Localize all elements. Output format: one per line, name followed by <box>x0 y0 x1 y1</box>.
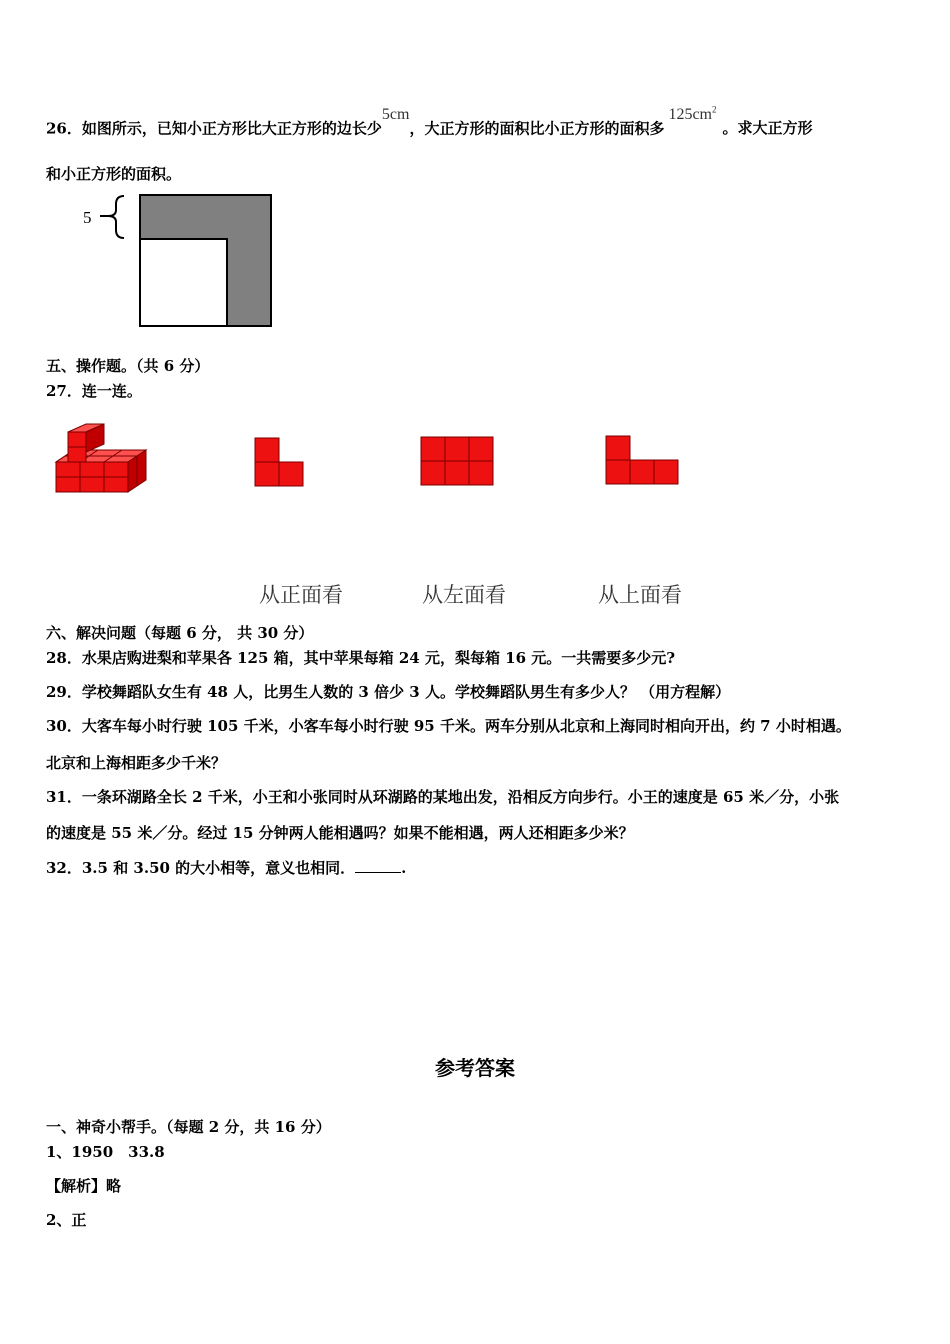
section-6-title: 六、解决问题（每题 6 分， 共 30 分） <box>46 624 314 642</box>
q26-figure <box>78 192 278 332</box>
brace-icon <box>108 196 124 238</box>
q32 <box>46 858 406 878</box>
q29: 29．学校舞蹈队女生有 48 人，比男生人数的 3 倍少 3 人。学校舞蹈队男生有多少人？ （用方程解） <box>46 683 731 701</box>
answer-1: 1、1950 33.8 <box>46 1143 165 1161</box>
q26-value-5cm: 5cm <box>381 106 410 124</box>
caption-front-view[interactable]: 从正面看 <box>259 583 343 607</box>
caption-top-view[interactable]: 从上面看 <box>598 583 682 607</box>
answer-2: 2、正 <box>46 1211 87 1229</box>
q30-line2: 北京和上海相距多少千米？ <box>46 754 227 772</box>
q32-text: 32．3.5 和 3.50 的大小相等，意义也相同． <box>46 859 356 877</box>
q32-answer-blank[interactable] <box>355 858 401 873</box>
q26-line2: 和小正方形的面积。 <box>46 165 182 183</box>
q31-line2: 的速度是 55 米／分。经过 15 分钟两人能相遇吗？如果不能相遇，两人还相距多少米？ <box>46 824 634 842</box>
q26-line1 <box>46 105 813 139</box>
q26-value-125cm2: $125cm^2$ <box>668 105 717 124</box>
q26-figure-label: 5 <box>83 208 92 227</box>
cube-arrangement-3d <box>50 420 154 500</box>
view-option-2[interactable] <box>420 436 496 488</box>
q26-text-c: 。求大正方形 <box>722 119 813 138</box>
q32-period: . <box>401 859 407 877</box>
answer-1-analysis: 【解析】略 <box>46 1177 122 1195</box>
section-5-title: 五、操作题。（共 6 分） <box>46 357 210 375</box>
view-option-1[interactable] <box>254 437 306 489</box>
q28: 28．水果店购进梨和苹果各 125 箱，其中苹果每箱 24 元，梨每箱 16 元。一共需要多少元? <box>46 649 676 667</box>
q26-text-b: ，大正方形的面积比小正方形的面积多 <box>409 119 665 138</box>
small-square <box>140 239 227 326</box>
q27: 27．连一连。 <box>46 382 142 400</box>
view-option-3[interactable] <box>605 435 681 487</box>
caption-left-view[interactable]: 从左面看 <box>422 583 506 607</box>
answers-section-1: 一、神奇小帮手。（每题 2 分，共 16 分） <box>46 1118 331 1136</box>
q31-line1: 31．一条环湖路全长 2 千米，小王和小张同时从环湖路的某地出发，沿相反方向步行。小王的速度是 65 米／分，小张 <box>46 788 840 806</box>
answers-title: 参考答案 <box>435 1056 515 1080</box>
q30-line1: 30．大客车每小时行驶 105 千米，小客车每小时行驶 95 千米。两车分别从北京和上海同时相向开出，约 7 小时相遇。 <box>46 717 851 735</box>
q26-text-a: 26．如图所示，已知小正方形比大正方形的边长少 <box>46 119 382 138</box>
